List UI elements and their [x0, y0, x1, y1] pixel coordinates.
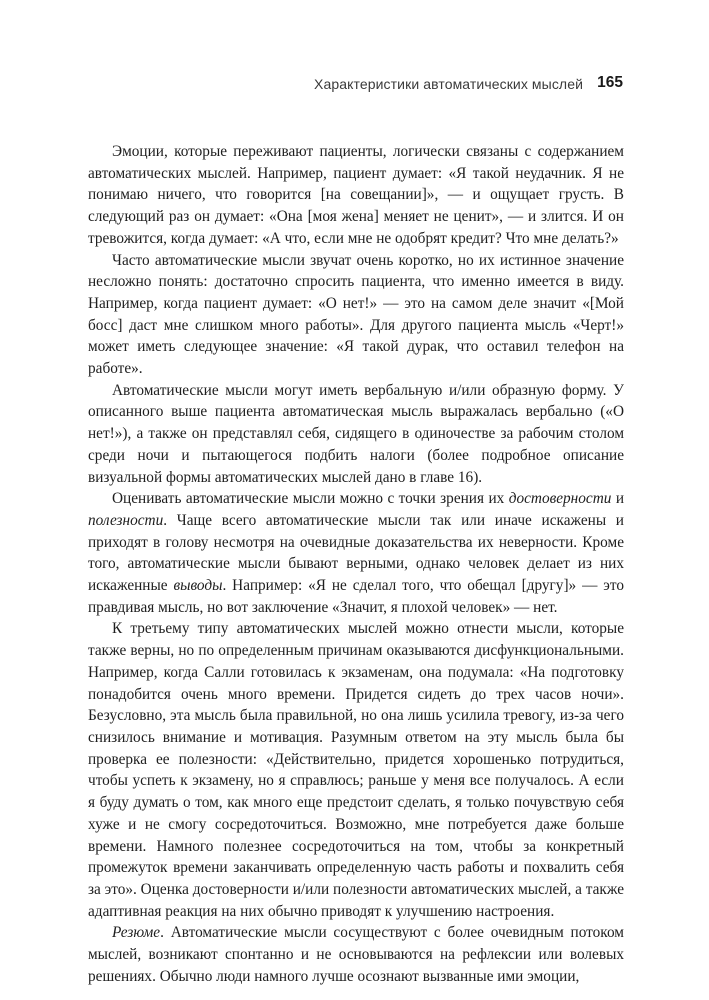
page-number: 165 [597, 74, 623, 91]
paragraph-6 [88, 922, 624, 987]
paragraph-3 [88, 380, 624, 489]
paragraph-2 [88, 250, 624, 380]
body-text [88, 141, 624, 987]
paragraph-text: Часто автоматические мысли звучат очень коротко, но их истинное значение несложно понять: достаточно спросить пациента, что именно имеется в виду. Например, когда пациент думает: «О нет!» — это на самом деле значит «[Мой босс] даст мне слишком много работы». Для другого пациента мысль «Черт!» может иметь следующее значение: «Я такой дурак, что оставил телефон на работе». [88, 251, 624, 378]
emphasis-summary: Резюме [112, 924, 161, 942]
emphasis-conclusions: выводы [173, 577, 223, 595]
paragraph-text: . Автоматические мысли сосуществуют с более очевидным потоком мыслей, возникают спонтанно и не основываются на рефлексии или волевых решениях. Обычно люди намного лучше осознают вызванные ими эмоции, [88, 924, 624, 985]
paragraph-1 [88, 141, 624, 250]
running-title: Характеристики автоматических мыслей [314, 76, 583, 92]
paragraph-text: Автоматические мысли могут иметь вербальную и/или образную форму. У описанного выше пациента автоматическая мысль выражалась вербально («О нет!»), а также он представлял себя, сидящего в одиночестве за рабочим столом среди ночи и пытающегося подбить налоги (более подробное описание визуальной формы автоматических мыслей дано в главе 16). [88, 381, 624, 486]
paragraph-text: К третьему типу автоматических мыслей можно отнести мысли, которые также верны, но по определенным причинам оказываются дисфункциональными. Например, когда Салли готовилась к экзаменам, она подумала: «На подготовку понадобится очень много времени. Придется сидеть до трех часов ночи». Безусловно, эта мысль была правильной, но она лишь усилила тревогу, из-за чего снизилось внимание и мотивация. Разумным ответом на эту мысль была бы проверка ее полезности: «Действительно, придется хорошенько потрудиться, чтобы успеть к экзамену, но я справлюсь; раньше у меня все получалось. А если я буду думать о том, как много еще предстоит сделать, я только почувствую себя хуже и не смогу сосредоточиться. Возможно, мне потребуется даже больше времени. Намного полезнее сосредоточиться на том, чтобы за конкретный промежуток времени заканчивать определенную часть работы и похвалить себя за это». Оценка достоверности и/или полезности автоматических мыслей, а также адаптивная реакция на них обычно приводят к улучшению настроения. [88, 620, 624, 920]
paragraph-text: Эмоции, которые переживают пациенты, логически связаны с содержанием автоматических мыслей. Например, пациент думает: «Я такой неудачник. Я не понимаю ничего, что говорится [на совещании]», — и ощущает грусть. В следующий раз он думает: «Она [моя жена] меняет не ценит», — и злится. И он тревожится, когда думает: «А что, если мне не одобрят кредит? Что мне делать?» [88, 143, 624, 247]
paragraph-4 [88, 488, 624, 618]
paragraph-text: . Например: «Я не сделал того, что обещал [другу]» — это правдивая мысль, но вот заключение «Значит, я плохой человек» — нет. [88, 577, 624, 616]
paragraph-text: Оценивать автоматические мысли можно с точки зрения их [112, 490, 509, 508]
paragraph-5 [88, 618, 624, 922]
page-header [88, 74, 623, 96]
emphasis-usefulness: полезности [88, 511, 164, 529]
paragraph-text: и [611, 490, 625, 508]
paragraph-text: . Чаще всего автоматические мысли так или иначе искажены и приходят в голову несмотря на очевидные доказательства их неверности. Кроме того, автоматические мысли бывают верными, однако человек делает из них искаженные [88, 511, 624, 595]
emphasis-reliability: достоверности [508, 490, 612, 508]
